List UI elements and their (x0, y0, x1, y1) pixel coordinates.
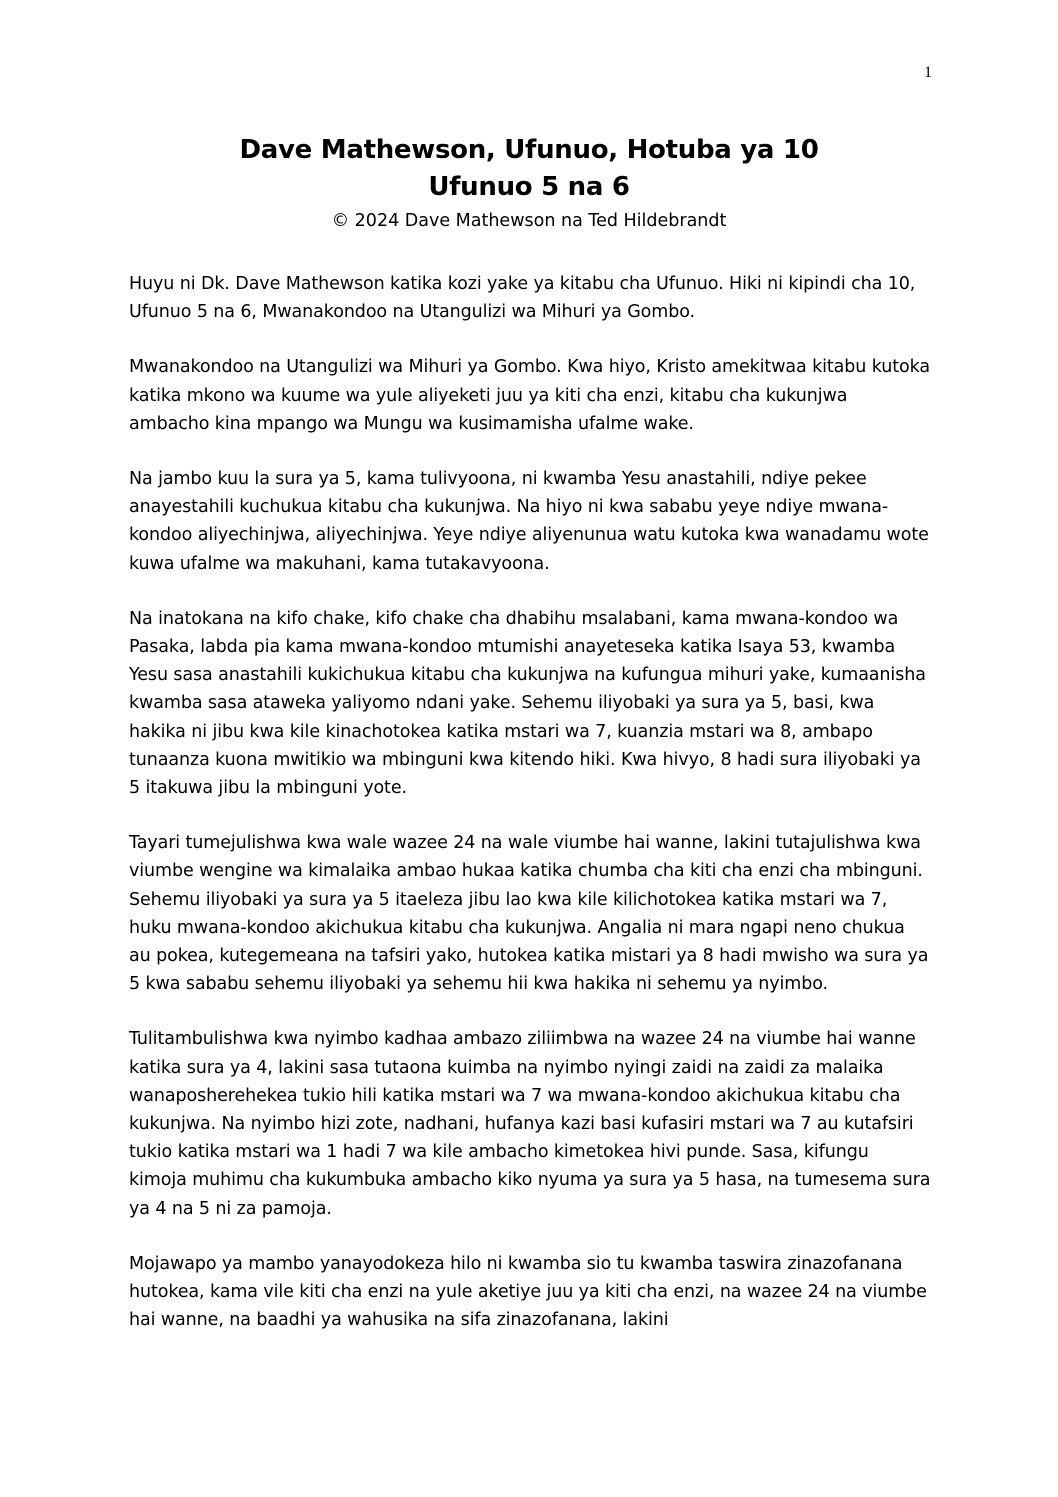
paragraph: Huyu ni Dk. Dave Mathewson katika kozi yake ya kitabu cha Ufunuo. Hiki ni kipindi cha 10, Ufunuo 5 na 6, Mwanakondoo na Utangulizi wa Mihuri ya Gombo. (129, 274, 916, 323)
page-number: 1 (924, 64, 932, 81)
paragraph: Mojawapo ya mambo yanayodokeza hilo ni kwamba sio tu kwamba taswira zinazofanana hutokea, kama vile kiti cha enzi na yule aketiye juu ya kiti cha enzi, na wazee 24 na viumbe hai wanne, na baadhi ya wahusika na sifa zinazofanana, lakini (129, 1253, 927, 1331)
document-subtitle: Ufunuo 5 na 6 (428, 172, 630, 202)
paragraph: Tayari tumejulishwa kwa wale wazee 24 na wale viumbe hai wanne, lakini tutajulishwa kwa viumbe wengine wa kimalaika ambao hukaa katika chumba cha kiti cha enzi cha mbinguni. Sehemu iliyobaki ya sura ya 5 itaeleza jibu lao kwa kile kilichotokea katika mstari wa 7, huku mwana-kondoo akichukua kitabu cha kukunjwa. Angalia ni mara ngapi neno chukua au pokea, kutegemeana na tafsiri yako, hutokea katika mistari ya 8 hadi mwisho wa sura ya 5 kwa sababu sehemu iliyobaki ya sehemu hii kwa hakika ni sehemu ya nyimbo. (129, 833, 929, 995)
paragraph: Na inatokana na kifo chake, kifo chake cha dhabihu msalabani, kama mwana-kondoo wa Pasaka, labda pia kama mwana-kondoo mtumishi anayeteseka katika Isaya 53, kwamba Yesu sasa anastahili kukichukua kitabu cha kukunjwa na kufungua mihuri yake, kumaanisha kwamba sasa ataweka yaliyomo ndani yake. Sehemu iliyobaki ya sura ya 5, basi, kwa hakika ni jibu kwa kile kinachotokea katika mstari wa 7, kuanzia mstari wa 8, ambapo tunaanza kuona mwitikio wa mbinguni kwa kitendo hiki. Kwa hivyo, 8 hadi sura iliyobaki ya 5 itakuwa jibu la mbinguni yote. (129, 608, 926, 799)
paragraph: Mwanakondoo na Utangulizi wa Mihuri ya Gombo. Kwa hiyo, Kristo amekitwaa kitabu kutoka katika mkono wa kuume wa yule aliyeketi juu ya kiti cha enzi, kitabu cha kukunjwa ambacho kina mpango wa Mungu wa kusimamisha ufalme wake. (129, 357, 930, 434)
document-body (129, 270, 931, 1362)
document-title: Dave Mathewson, Ufunuo, Hotuba ya 10 (239, 135, 819, 165)
document-header (0, 132, 1058, 235)
paragraph: Na jambo kuu la sura ya 5, kama tulivyoona, ni kwamba Yesu anastahili, ndiye pekee anayestahili kuchukua kitabu cha kukunjwa. Na hiyo ni kwa sababu yeye ndiye mwana-kondoo aliyechinjwa, aliyechinjwa. Yeye ndiye aliyenunua watu kutoka kwa wanadamu wote kuwa ufalme wa makuhani, kama tutakavyoona. (129, 469, 929, 574)
copyright-line: © 2024 Dave Mathewson na Ted Hildebrandt (331, 211, 727, 231)
paragraph: Tulitambulishwa kwa nyimbo kadhaa ambazo ziliimbwa na wazee 24 na viumbe hai wanne katika sura ya 4, lakini sasa tutaona kuimba na nyimbo nyingi zaidi na zaidi za malaika wanaposherehekea tukio hili katika mstari wa 7 wa mwana-kondoo akichukua kitabu cha kukunjwa. Na nyimbo hizi zote, nadhani, hufanya kazi basi kufasiri mstari wa 7 au kutafsiri tukio katika mstari wa 1 hadi 7 wa kile ambacho kimetokea hivi punde. Sasa, kifungu kimoja muhimu cha kukumbuka ambacho kiko nyuma ya sura ya 5 hasa, na tumesema sura ya 4 na 5 ni za pamoja. (129, 1029, 931, 1219)
